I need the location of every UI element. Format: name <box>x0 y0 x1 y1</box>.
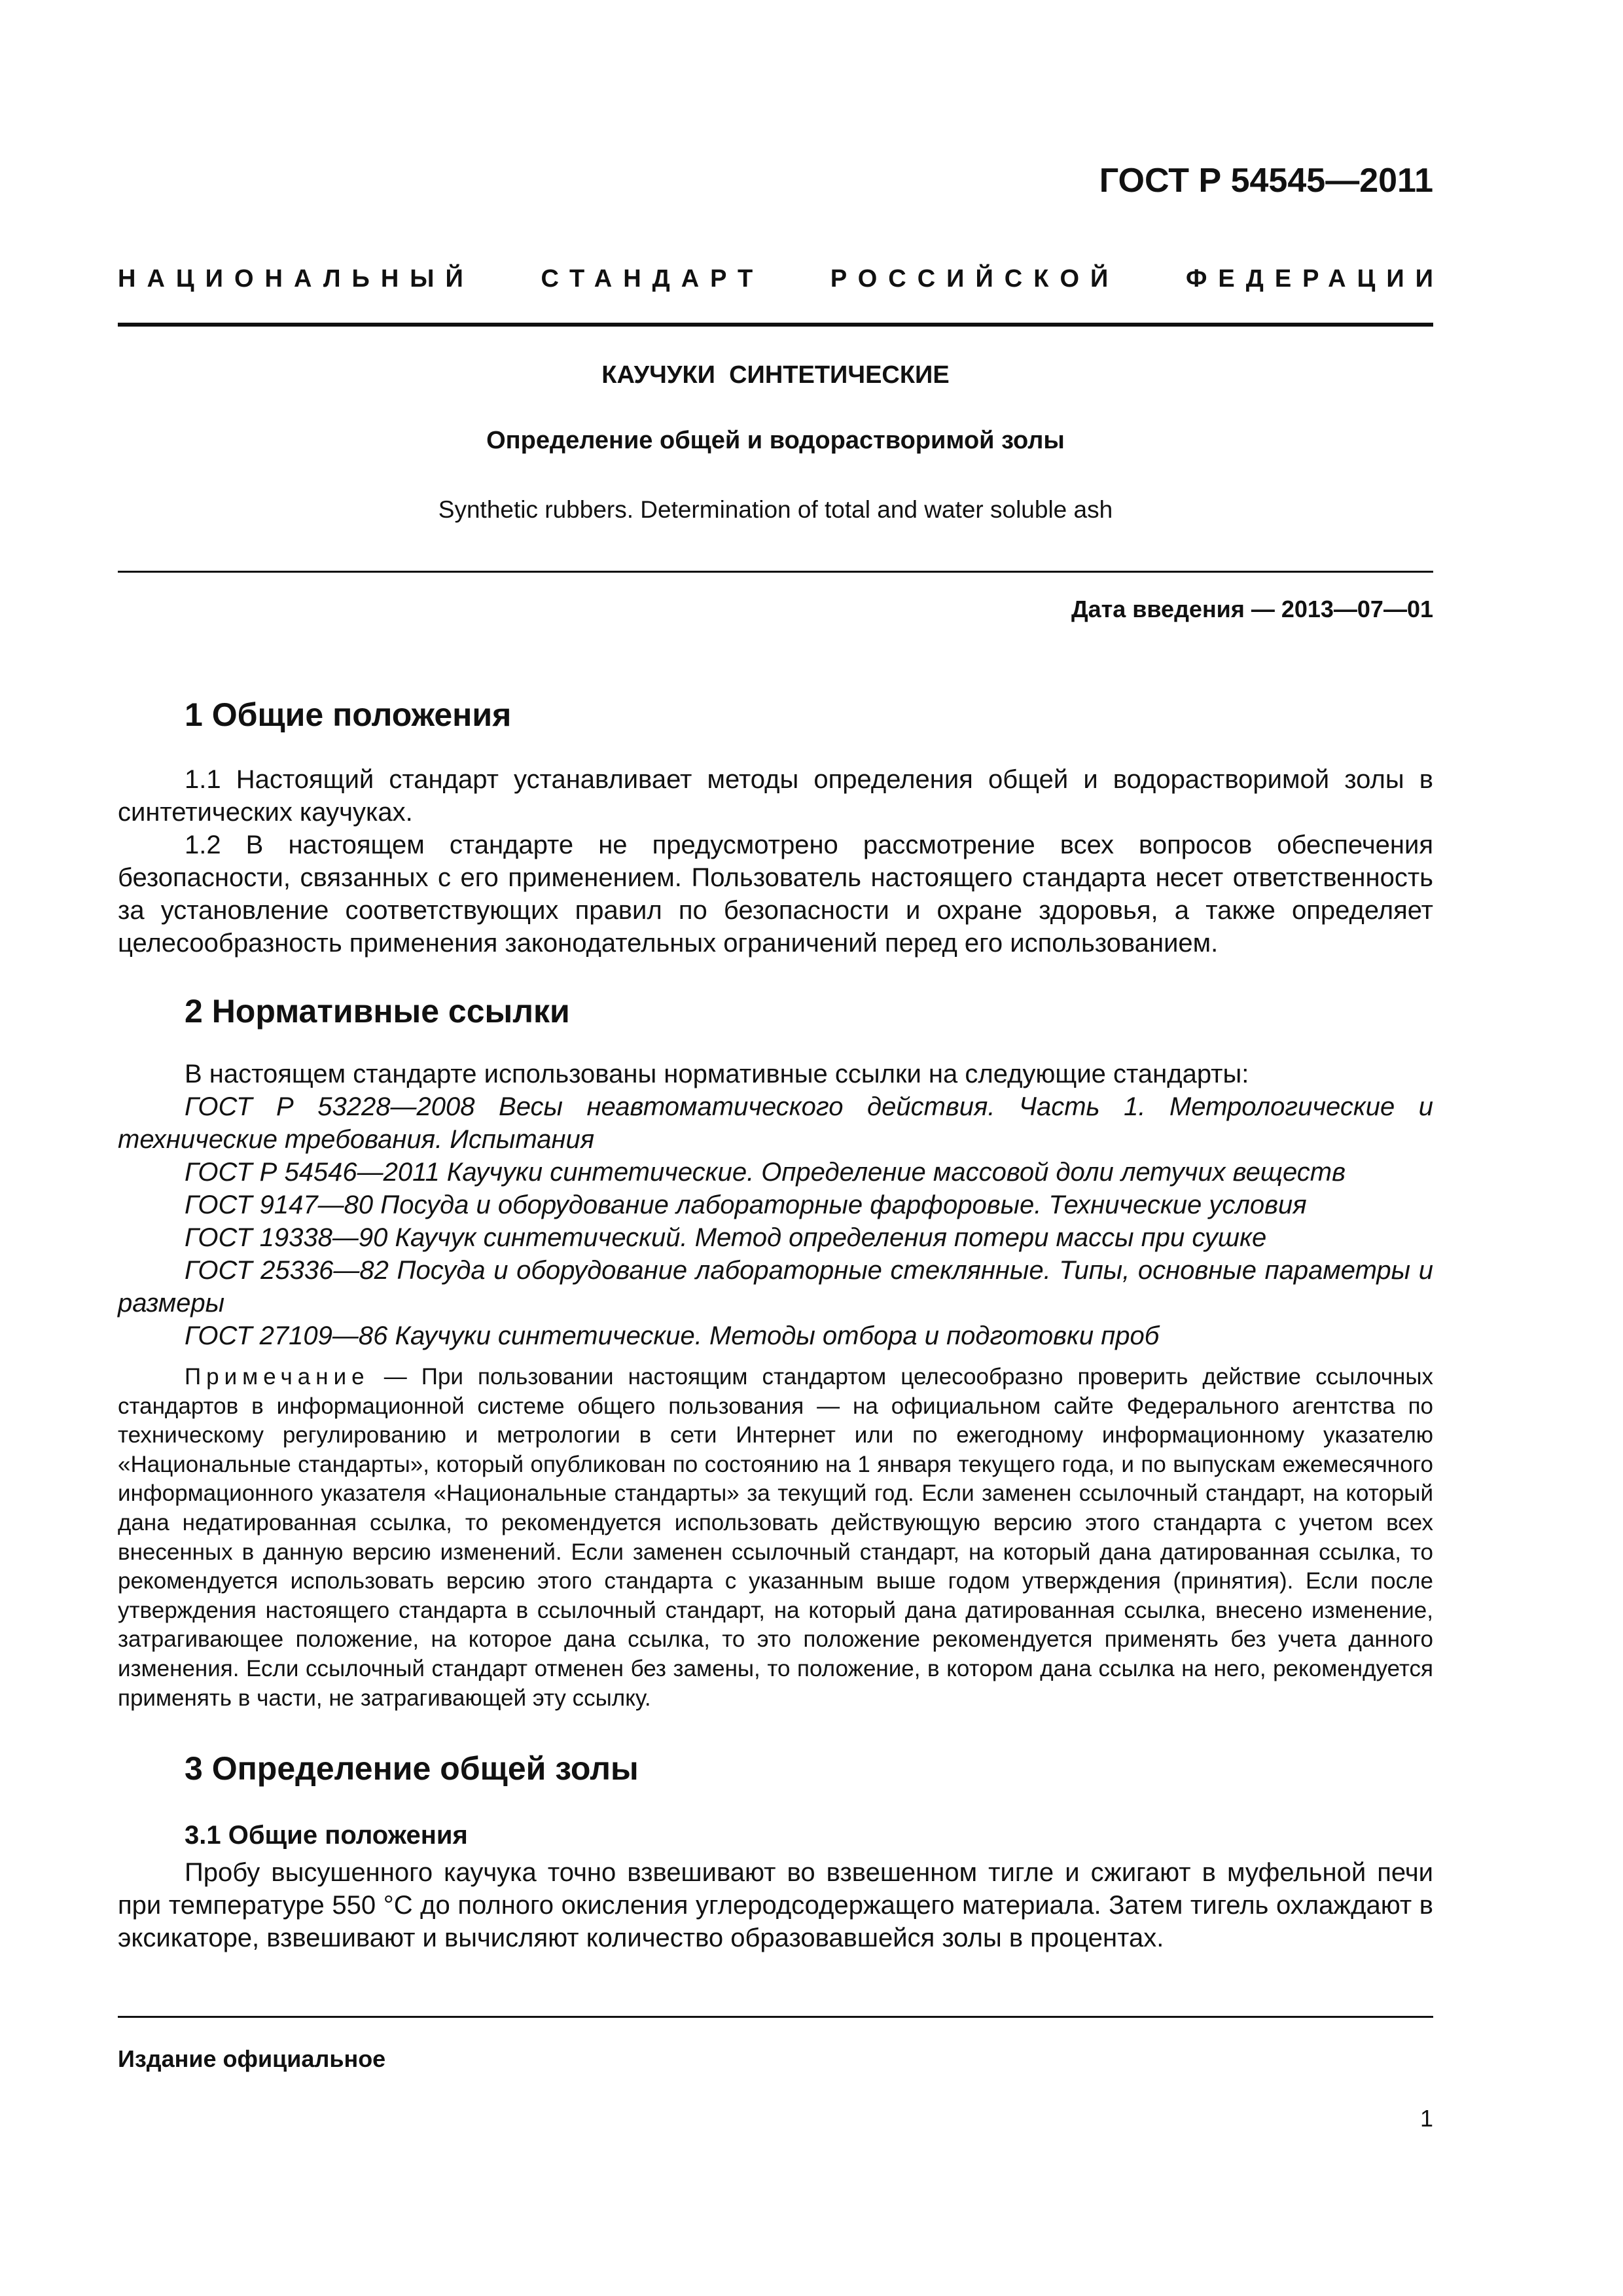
paragraph-text: Пробу высушенного каучука точно взвешивают во взвешенном тигле и сжигают в муфельной печи при температуре 550 °С до полного окисления углеродсодержащего материала. Затем тигель охлаждают в эксикаторе, взвешивают и вычисляют количество образовавшейся золы в процентах. <box>118 1858 1433 1952</box>
reference-item: ГОСТ Р 54546—2011 Каучуки синтетические. Определение массовой доли летучих веществ <box>185 1158 1346 1187</box>
section-2-heading: 2 Нормативные ссылки <box>185 993 570 1030</box>
banner-word: ФЕДЕРАЦИИ <box>1185 265 1444 293</box>
paragraph-1-1 <box>118 763 1433 829</box>
footer-divider <box>118 2016 1433 2018</box>
reference-text: ГОСТ 25336—82 Посуда и оборудование лабораторные стеклянные. Типы, основные параметры и размеры <box>118 1256 1433 1318</box>
page-number: 1 <box>1419 2105 1433 2132</box>
reference-item <box>118 1090 1433 1156</box>
english-title: Synthetic rubbers. Determination of total and water soluble ash <box>438 496 1113 523</box>
title-divider <box>118 571 1433 573</box>
note-text: — При пользовании настоящим стандартом целесообразно проверить действие ссылочных стандартов в информационной системе общего пользования — на официальном сайте Федерального агентства по техническому регулированию и метрологии в сети Интернет или по ежегодному информационному указателю «Национальные стандарты», который опубликован по состоянию на 1 января текущего года, и по выпускам ежемесячного информационного указателя «Национальные стандарты» за текущий год. Если заменен ссылочный стандарт, на который дана недатированная ссылка, то рекомендуется использовать действующую версию этого стандарта с учетом всех внесенных в данную версию изменений. Если заменен ссылочный стандарт, на который дана датированная ссылка, то рекомендуется использовать версию этого стандарта с указанным выше годом утверждения (принятия). Если после утверждения настоящего стандарта в ссылочный стандарт, на который дана датированная ссылка, внесено изменение, затрагивающее положение, на которое дана ссылка, то это положение рекомендуется применять без учета данного изменения. Если ссылочный стандарт отменен без замены, то положение, в котором дана ссылка на него, рекомендуется применять в части, не затрагивающей эту ссылку. <box>118 1364 1433 1711</box>
reference-item: ГОСТ 27109—86 Каучуки синтетические. Методы отбора и подготовки проб <box>185 1321 1160 1350</box>
reference-item <box>118 1254 1433 1319</box>
header-divider <box>118 323 1433 327</box>
section-3-heading: 3 Определение общей золы <box>185 1750 639 1787</box>
note-block <box>118 1363 1433 1713</box>
reference-text: ГОСТ Р 53228—2008 Весы неавтоматического действия. Часть 1. Метрологические и технические требования. Испытания <box>118 1092 1433 1154</box>
reference-item: ГОСТ 19338—90 Каучук синтетический. Метод определения потери массы при сушке <box>185 1223 1267 1252</box>
note-label: Примечание <box>185 1364 370 1390</box>
document-title: КАУЧУКИ СИНТЕТИЧЕСКИЕ <box>601 361 950 389</box>
banner-word: РОССИЙСКОЙ <box>830 265 1120 293</box>
national-standard-banner <box>118 265 1444 293</box>
banner-word: НАЦИОНАЛЬНЫЙ <box>118 265 474 293</box>
document-code: ГОСТ Р 54545—2011 <box>1099 162 1433 200</box>
paragraph-text: 1.1 Настоящий стандарт устанавливает методы определения общей и водорастворимой золы в синтетических каучуках. <box>118 765 1433 827</box>
paragraph-text: 1.2 В настоящем стандарте не предусмотрено рассмотрение всех вопросов обеспечения безопасности, связанных с его применением. Пользователь настоящего стандарта несет ответственность за установление соответствующих правил по безопасности и охране здоровья, а также определяет целесообразность применения законодательных ограничений перед его использованием. <box>118 831 1433 958</box>
paragraph-3-1 <box>118 1856 1433 1954</box>
paragraph-1-2 <box>118 829 1433 960</box>
banner-word: СТАНДАРТ <box>541 265 764 293</box>
document-subtitle: Определение общей и водорастворимой золы <box>486 427 1065 454</box>
reference-item: ГОСТ 9147—80 Посуда и оборудование лабораторные фарфоровые. Технические условия <box>185 1191 1307 1219</box>
section-1-heading: 1 Общие положения <box>185 696 512 733</box>
official-edition-label: Издание официальное <box>118 2045 386 2072</box>
subsection-3-1-heading: 3.1 Общие положения <box>185 1821 468 1850</box>
introduction-date: Дата введения — 2013—07—01 <box>1071 596 1433 622</box>
references-intro: В настоящем стандарте использованы нормативные ссылки на следующие стандарты: <box>185 1060 1249 1088</box>
